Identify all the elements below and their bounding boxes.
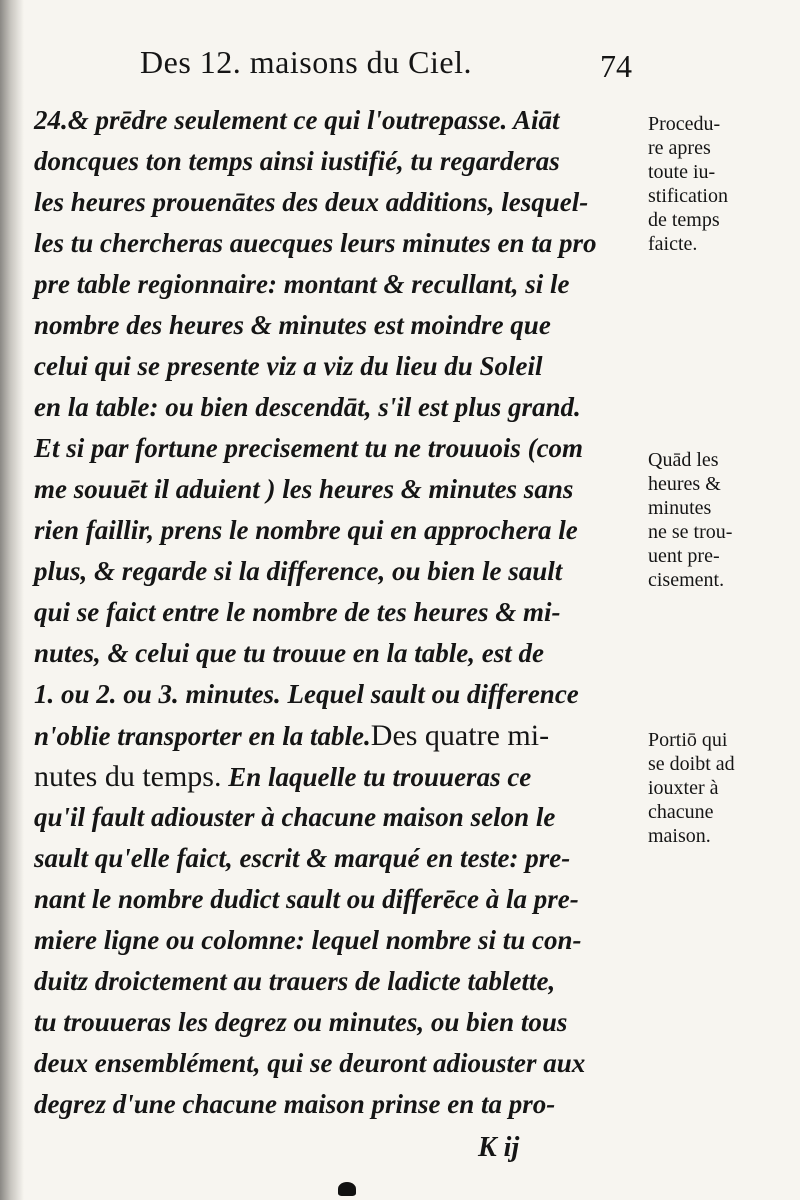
roman-segment: Des quatre mi- xyxy=(370,719,550,752)
margin-note-line: toute iu- xyxy=(648,161,716,183)
text-line: plus, & regarde si la difference, ou bien le sault xyxy=(34,556,563,586)
catchword-signature: K ij xyxy=(478,1132,520,1163)
text-line: Et si par fortune precisement tu ne trouuois (com xyxy=(34,433,584,463)
running-head: Des 12. maisons du Ciel. xyxy=(140,44,472,80)
text-line: sault qu'elle faict, escrit & marqué en teste: pre- xyxy=(34,843,571,873)
margin-note-line: chacune xyxy=(648,801,714,823)
margin-note-line: Quād les xyxy=(648,449,719,471)
text-line xyxy=(34,756,644,797)
body-text xyxy=(34,100,644,1125)
margin-note-line: Procedu- xyxy=(648,113,721,135)
margin-note-line: stification xyxy=(648,185,728,207)
text-line: nutes, & celui que tu trouue en la table, est de xyxy=(34,638,545,668)
text-line: deux ensemblément, qui se deuront adiouster aux xyxy=(34,1048,586,1078)
text-line: les tu chercheras auecques leurs minutes en ta pro xyxy=(34,228,597,258)
text-line: miere ligne ou colomne: lequel nombre si tu con- xyxy=(34,925,582,955)
text-line: pre table regionnaire: montant & recullant, si le xyxy=(34,269,570,299)
margin-note-line: Portiō qui xyxy=(648,729,728,751)
margin-note-line: se doibt ad xyxy=(648,753,735,775)
page-number: 74 xyxy=(600,48,632,84)
text-line: 1. ou 2. ou 3. minutes. Lequel sault ou difference xyxy=(34,679,579,709)
text-line: me souuēt il aduient ) les heures & minutes sans xyxy=(34,474,574,504)
text-line: degrez d'une chacune maison prinse en ta pro- xyxy=(34,1089,556,1119)
margin-note-line: minutes xyxy=(648,497,712,519)
margin-note-line: de temps xyxy=(648,209,720,231)
ink-blot xyxy=(338,1182,356,1196)
italic-segment: En laquelle tu trouueras ce xyxy=(221,762,532,792)
margin-note-line: cisement. xyxy=(648,569,725,591)
text-line: celui qui se presente viz a viz du lieu du Soleil xyxy=(34,351,543,381)
page-gutter-shadow xyxy=(0,0,24,1200)
text-line: nombre des heures & minutes est moindre que xyxy=(34,310,551,340)
italic-segment: n'oblie transporter en la table. xyxy=(34,721,371,751)
roman-segment: nutes du temps. xyxy=(34,760,222,793)
margin-note-line: maison. xyxy=(648,825,711,847)
margin-note-line: uent pre- xyxy=(648,545,720,567)
text-line: doncques ton temps ainsi iustifié, tu regarderas xyxy=(34,146,560,176)
text-line: tu trouueras les degrez ou minutes, ou bien tous xyxy=(34,1007,568,1037)
margin-note-line: iouxter à xyxy=(648,777,719,799)
text-line: rien faillir, prens le nombre qui en approchera le xyxy=(34,515,578,545)
text-line: 24.& prēdre seulement ce qui l'outrepasse. Aiāt xyxy=(34,105,560,135)
margin-note xyxy=(648,448,798,592)
text-line: qu'il fault adiouster à chacune maison selon le xyxy=(34,802,556,832)
margin-note-line: heures & xyxy=(648,473,721,495)
text-line: qui se faict entre le nombre de tes heures & mi- xyxy=(34,597,561,627)
text-line xyxy=(34,715,644,756)
margin-note-line: re apres xyxy=(648,137,711,159)
margin-note xyxy=(648,728,798,848)
margin-note-line: faicte. xyxy=(648,233,698,255)
text-line: nant le nombre dudict sault ou differēce à la pre- xyxy=(34,884,579,914)
text-line: en la table: ou bien descendāt, s'il est plus grand. xyxy=(34,392,581,422)
margin-note xyxy=(648,112,798,256)
text-line: duitz droictement au trauers de ladicte tablette, xyxy=(34,966,556,996)
margin-note-line: ne se trou- xyxy=(648,521,733,543)
text-line: les heures prouenātes des deux additions, lesquel- xyxy=(34,187,589,217)
